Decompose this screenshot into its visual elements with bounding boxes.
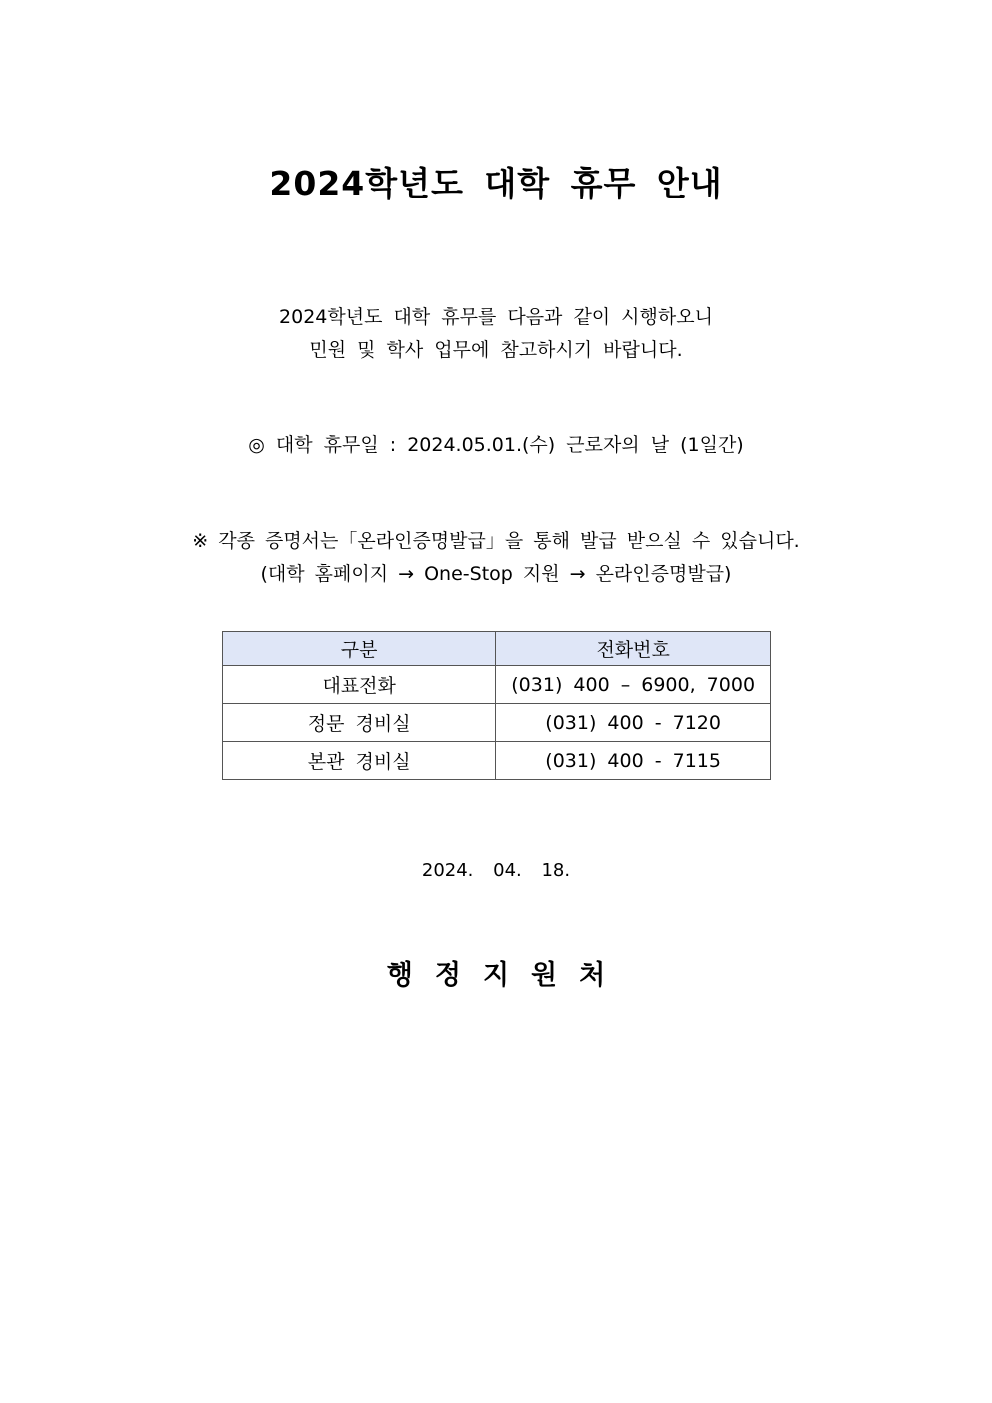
table-cell-phone: (031) 400 - 7120 — [496, 704, 771, 742]
table-row — [223, 666, 771, 704]
table-cell-category: 정문 경비실 — [223, 704, 496, 742]
table-cell-phone: (031) 400 - 7115 — [496, 742, 771, 780]
intro-line-1: 2024학년도 대학 휴무를 다음과 같이 시행하오니 — [279, 306, 713, 328]
table-cell-category: 본관 경비실 — [223, 742, 496, 780]
phone-number-table — [222, 631, 771, 780]
table-header-row — [223, 632, 771, 666]
issuing-organization: 행정지원처 — [386, 960, 628, 991]
certificate-note-line-1: ※ 각종 증명서는「온라인증명발급」을 통해 발급 받으실 수 있습니다. — [192, 530, 800, 552]
table-cell-category: 대표전화 — [223, 666, 496, 704]
intro-line-2: 민원 및 학사 업무에 참고하시기 바랍니다. — [309, 339, 683, 361]
page-title: 2024학년도 대학 휴무 안내 — [269, 164, 723, 203]
table-header-category: 구분 — [223, 632, 496, 666]
issue-date: 2024. 04. 18. — [421, 860, 571, 881]
table-cell-phone: (031) 400 – 6900, 7000 — [496, 666, 771, 704]
holiday-date-line: ◎ 대학 휴무일 : 2024.05.01.(수) 근로자의 날 (1일간) — [248, 434, 744, 456]
certificate-note-line-2: (대학 홈페이지 → One-Stop 지원 → 온라인증명발급) — [260, 563, 732, 585]
table-row — [223, 704, 771, 742]
table-row — [223, 742, 771, 780]
table-header-phone: 전화번호 — [496, 632, 771, 666]
